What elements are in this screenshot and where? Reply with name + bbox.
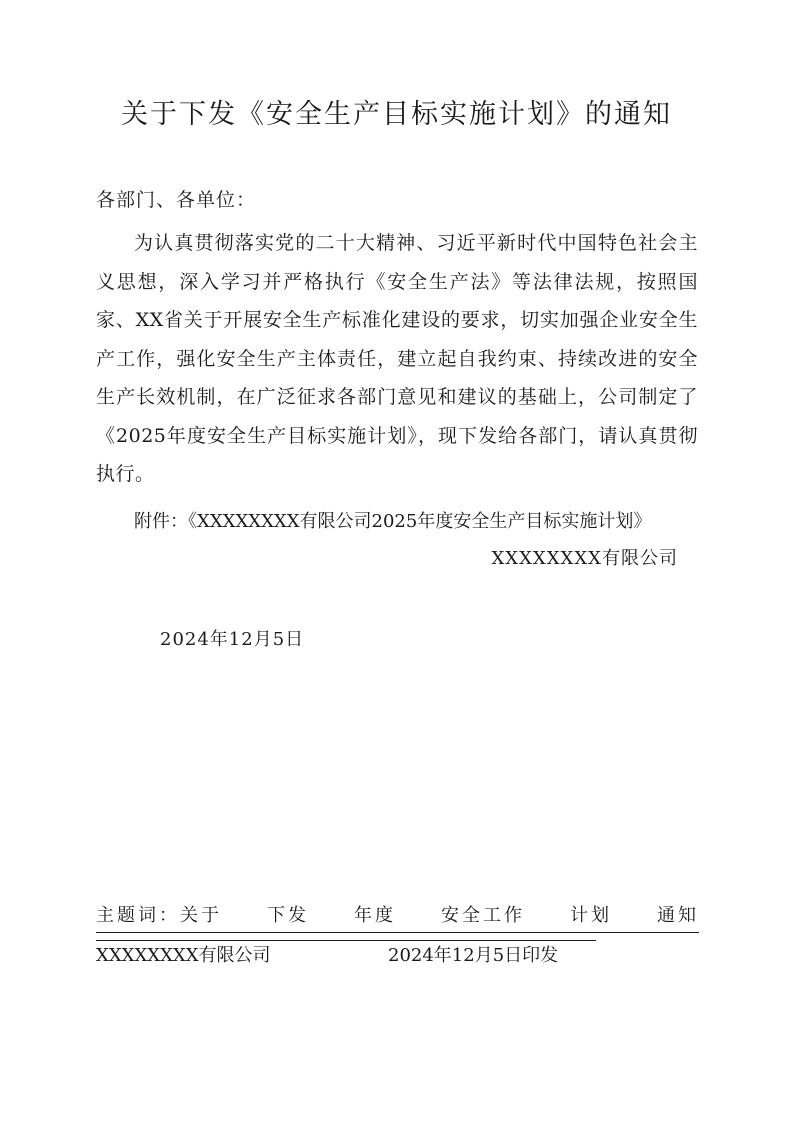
keyword-item: 年度 (354, 905, 396, 926)
body-paragraph: 为认真贯彻落实党的二十大精神、习近平新时代中国特色社会主义思想，深入学习并严格执行《安全生产法》等法律法规，按照国家、XX省关于开展安全生产标准化建设的要求，切实加强企业安全生产工作，强化安全生产主体责任，建立起自我约束、持续改进的安全生产长效机制，在广泛征求各部门意见和建议的基础上，公司制定了《2025年度安全生产目标实施计划》，现下发给各部门，请认真贯彻执行。 (96, 232, 698, 485)
subject-keywords (96, 900, 699, 933)
keyword-item: 通知 (657, 905, 699, 926)
issue-date: 2024年12月5日 (160, 629, 305, 650)
keywords-label: 主题词： (96, 905, 180, 926)
salutation: 各部门、各单位： (96, 189, 257, 211)
footer-issue-date: 2024年12月5日印发 (388, 945, 559, 966)
footer-issue-line (96, 940, 596, 966)
keywords-label-with-first (96, 900, 222, 932)
issuing-company: XXXXXXXX有限公司 (491, 548, 678, 569)
attachment-line: 附件：《XXXXXXXX有限公司2025年度安全生产目标实施计划》 (134, 511, 652, 532)
document-title: 关于下发《安全生产目标实施计划》的通知 (121, 99, 672, 130)
keyword-item: 关于 (180, 905, 222, 926)
keyword-item: 计划 (570, 905, 612, 926)
footer-company: XXXXXXXX有限公司 (96, 945, 271, 966)
keyword-item: 下发 (267, 905, 309, 926)
keyword-item: 安全工作 (441, 905, 525, 926)
